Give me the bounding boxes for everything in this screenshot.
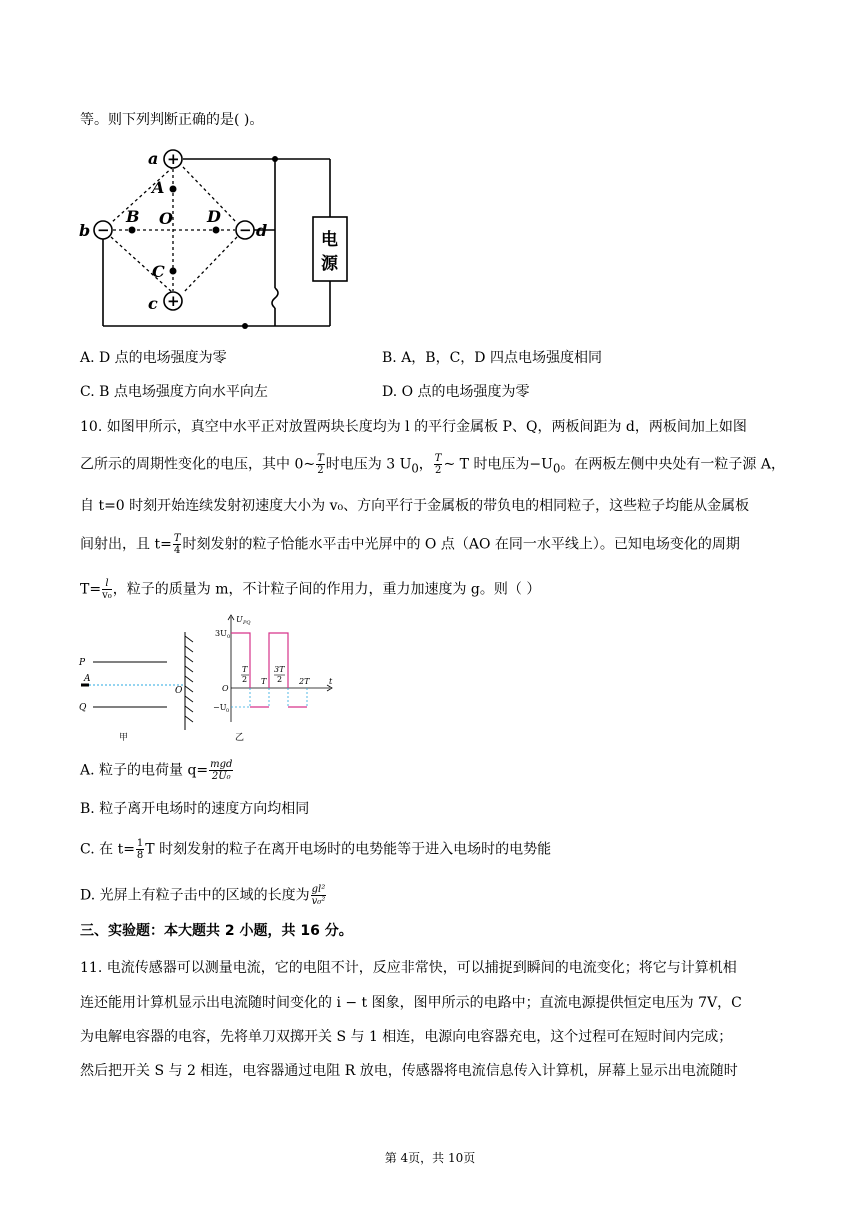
- svg-text:PQ: PQ: [243, 620, 251, 626]
- q10-stem-line-5: T= $\frac{l}{\text{v₀}}$ ，粒子的质量为 m，不计粒子间的作用力，重力加速度为 g。则（ ）: [80, 578, 541, 601]
- power-source-label-2: 源: [321, 254, 338, 274]
- svg-text:B: B: [126, 207, 140, 226]
- section-3-heading: 三、实验题：本大题共 2 小题，共 16 分。: [80, 923, 353, 939]
- q10-stem-line-1: 10. 如图甲所示，真空中水平正对放置两块长度均为 l 的平行金属板 P、Q，两板间距为 d，两板间加上如图: [80, 419, 747, 435]
- q11-stem-line-3: 为电解电容器的电容，先将单刀双掷开关 S 与 1 相连，电源向电容器充电，这个过程可在短时间内完成；: [80, 1029, 733, 1045]
- svg-text:a: a: [148, 149, 159, 168]
- q9-option-d: D. O 点的电场强度为零: [382, 384, 530, 400]
- svg-text:−U: −U: [213, 703, 227, 712]
- q11-stem-line-4: 然后把开关 S 与 2 相连，电容器通过电阻 R 放电，传感器将电流信息传入计算机，屏幕上显示出电流随时: [80, 1063, 738, 1079]
- svg-text:O: O: [222, 684, 229, 693]
- minus-sign-d: −: [239, 221, 252, 239]
- q11-stem-line-2: 连还能用计算机显示出电流随时间变化的 i − t 图象，图甲所示的电路中；直流电源提供恒定电压为 7V，C: [80, 995, 742, 1011]
- svg-text:D: D: [207, 207, 221, 226]
- q9-option-a: A. D 点的电场强度为零: [80, 350, 227, 366]
- plus-sign-a: +: [167, 150, 180, 168]
- svg-text:A: A: [152, 178, 165, 197]
- svg-text:0: 0: [226, 708, 230, 714]
- plus-sign-c: +: [167, 292, 180, 310]
- q10-stem-line-4: 间射出，且 t= $\frac{T}{4}$ 时刻发射的粒子恰能水平击中光屏中的 O 点（AO 在同一水平线上）。已知电场变化的周期: [80, 533, 740, 556]
- svg-text:3U: 3U: [215, 629, 227, 638]
- q10-option-a: A. 粒子的电荷量 q= $\frac{\text{mgd}}{\text{2U₀}}$: [80, 759, 233, 782]
- svg-text:3T: 3T: [274, 665, 285, 674]
- svg-text:2T: 2T: [299, 677, 310, 686]
- q10-figure: [75, 612, 345, 747]
- q10-option-c: C. 在 t= $\frac{1}{8}$ T 时刻发射的粒子在离开电场时的电势能等于进入电场时的电势能: [80, 838, 552, 861]
- svg-text:A: A: [84, 674, 91, 684]
- svg-text:O: O: [159, 209, 173, 228]
- q10-stem-line-3: 自 t=0 时刻开始连续发射初速度大小为 v₀、方向平行于金属板的带负电的相同粒子，这些粒子均能从金属板: [80, 498, 750, 514]
- svg-text:U: U: [236, 615, 243, 624]
- svg-text:T: T: [261, 677, 267, 686]
- power-source-label-1: 电: [321, 230, 338, 250]
- svg-text:0: 0: [227, 634, 231, 640]
- q10-option-b: B. 粒子离开电场时的速度方向均相同: [80, 801, 310, 817]
- svg-text:乙: 乙: [235, 733, 245, 743]
- svg-text:b: b: [79, 221, 91, 240]
- svg-text:P: P: [79, 658, 86, 668]
- svg-text:Q: Q: [79, 703, 87, 713]
- svg-text:C: C: [152, 262, 165, 281]
- svg-text:甲: 甲: [119, 733, 129, 743]
- svg-text:d: d: [256, 221, 268, 240]
- q10-option-d: D. 光屏上有粒子击中的区域的长度为 $\frac{\text{gl²}}{\text{v₀²}}$: [80, 884, 326, 907]
- page-footer: 第 4页，共 10页: [384, 1151, 476, 1165]
- q9-stem-tail: 等。则下列判断正确的是( )。: [80, 112, 264, 128]
- q9-circuit-figure: [70, 145, 350, 335]
- q11-stem-line-1: 11. 电流传感器可以测量电流，它的电阻不计，反应非常快，可以捕捉到瞬间的电流变化；将它与计算机相: [80, 960, 737, 976]
- svg-text:O: O: [175, 686, 183, 696]
- svg-text:t: t: [329, 677, 333, 686]
- svg-text:T: T: [242, 665, 248, 674]
- q10-stem-line-2: 乙所示的周期性变化的电压，其中 0~ $\frac{T}{2}$ 时电压为 3 $U_0$， $\frac{T}{2}$ ~ T 时电压为$-U_0$。在两板左侧中央处有一粒子源 A，: [80, 453, 785, 476]
- minus-sign-b: −: [97, 221, 110, 239]
- svg-text:2: 2: [242, 675, 248, 684]
- svg-text:c: c: [148, 294, 158, 313]
- svg-text:2: 2: [277, 675, 283, 684]
- q9-option-c: C. B 点电场强度方向水平向左: [80, 384, 268, 400]
- q9-option-b: B. A，B，C，D 四点电场强度相同: [382, 350, 602, 366]
